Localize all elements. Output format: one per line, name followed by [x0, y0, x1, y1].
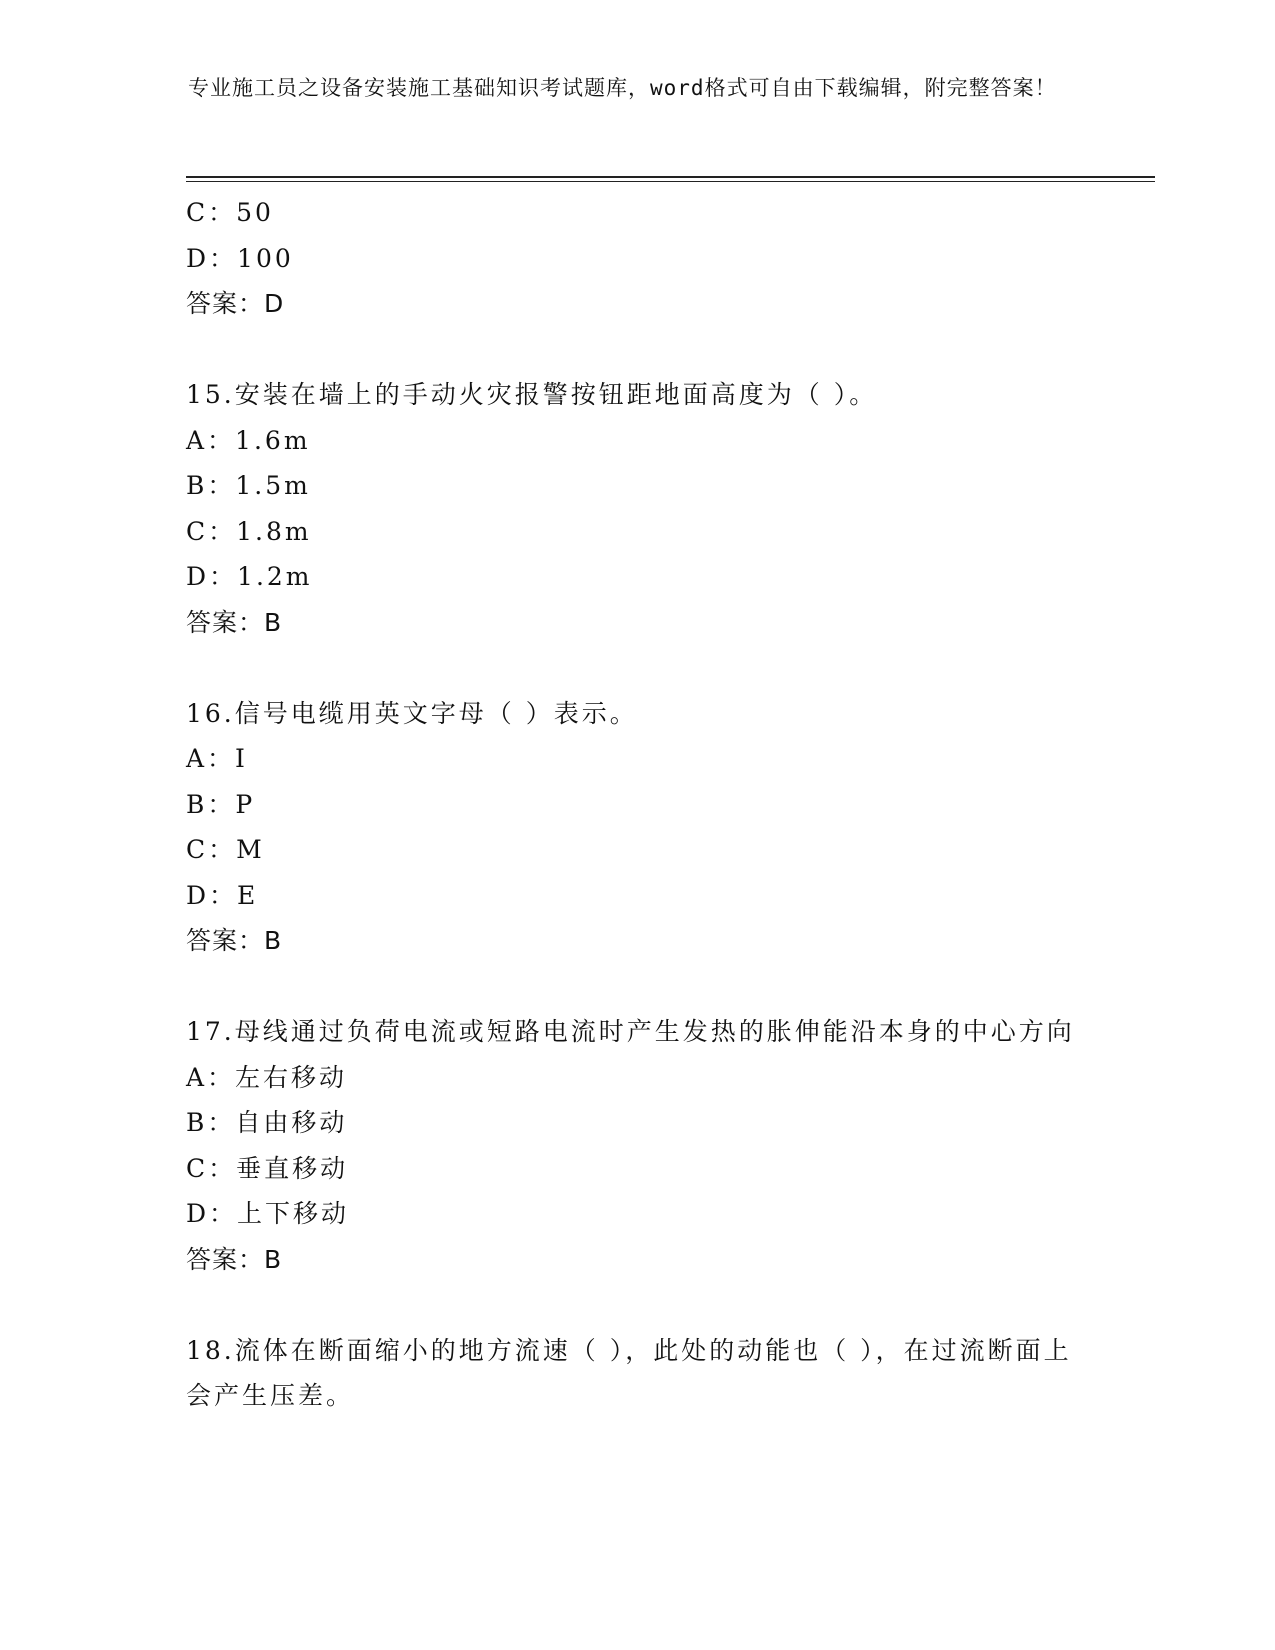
header-divider	[186, 176, 1155, 178]
question-list	[186, 190, 1086, 1419]
question-stem: 15.安装在墙上的手动火灾报警按钮距地面高度为（ ）。	[186, 380, 878, 409]
option-b: B：1.5m	[186, 471, 311, 500]
option-c: C：1.8m	[186, 516, 312, 546]
question-stem: 16.信号电缆用英文字母（ ）表示。	[186, 698, 638, 728]
option-c: C：垂直移动	[186, 1153, 349, 1183]
question-14-continued	[186, 190, 1086, 327]
question-15	[186, 372, 1086, 645]
option-a: A：I	[186, 744, 248, 773]
page-header: 专业施工员之设备安装施工基础知识考试题库，word格式可自由下载编辑，附完整答案！	[188, 76, 1057, 100]
option-d: D：E	[186, 880, 259, 910]
question-stem: 18.流体在断面缩小的地方流速（ ），此处的动能也（ ），在过流断面上会产生压差。	[186, 1335, 1072, 1410]
option-a: A：1.6m	[186, 425, 311, 455]
option-d: D：1.2m	[186, 562, 313, 591]
option-a: A：左右移动	[186, 1062, 348, 1092]
option-b: B：自由移动	[186, 1108, 348, 1137]
question-16	[186, 691, 1086, 964]
answer-line: 答案：B	[186, 607, 283, 637]
question-stem: 17.母线通过负荷电流或短路电流时产生发热的胀伸能沿本身的中心方向	[186, 1017, 1075, 1046]
option-d: D：上下移动	[186, 1199, 350, 1228]
answer-line: 答案：B	[186, 1244, 283, 1274]
option-c: C：50	[186, 198, 274, 227]
answer-line: 答案：B	[186, 926, 283, 955]
option-b: B：P	[186, 789, 256, 819]
option-c: C：M	[186, 835, 265, 864]
header-divider-thin	[186, 181, 1155, 182]
question-18	[186, 1328, 1086, 1419]
answer-line: 答案：D	[186, 289, 285, 318]
option-d: D：100	[186, 243, 294, 273]
question-17	[186, 1009, 1086, 1282]
